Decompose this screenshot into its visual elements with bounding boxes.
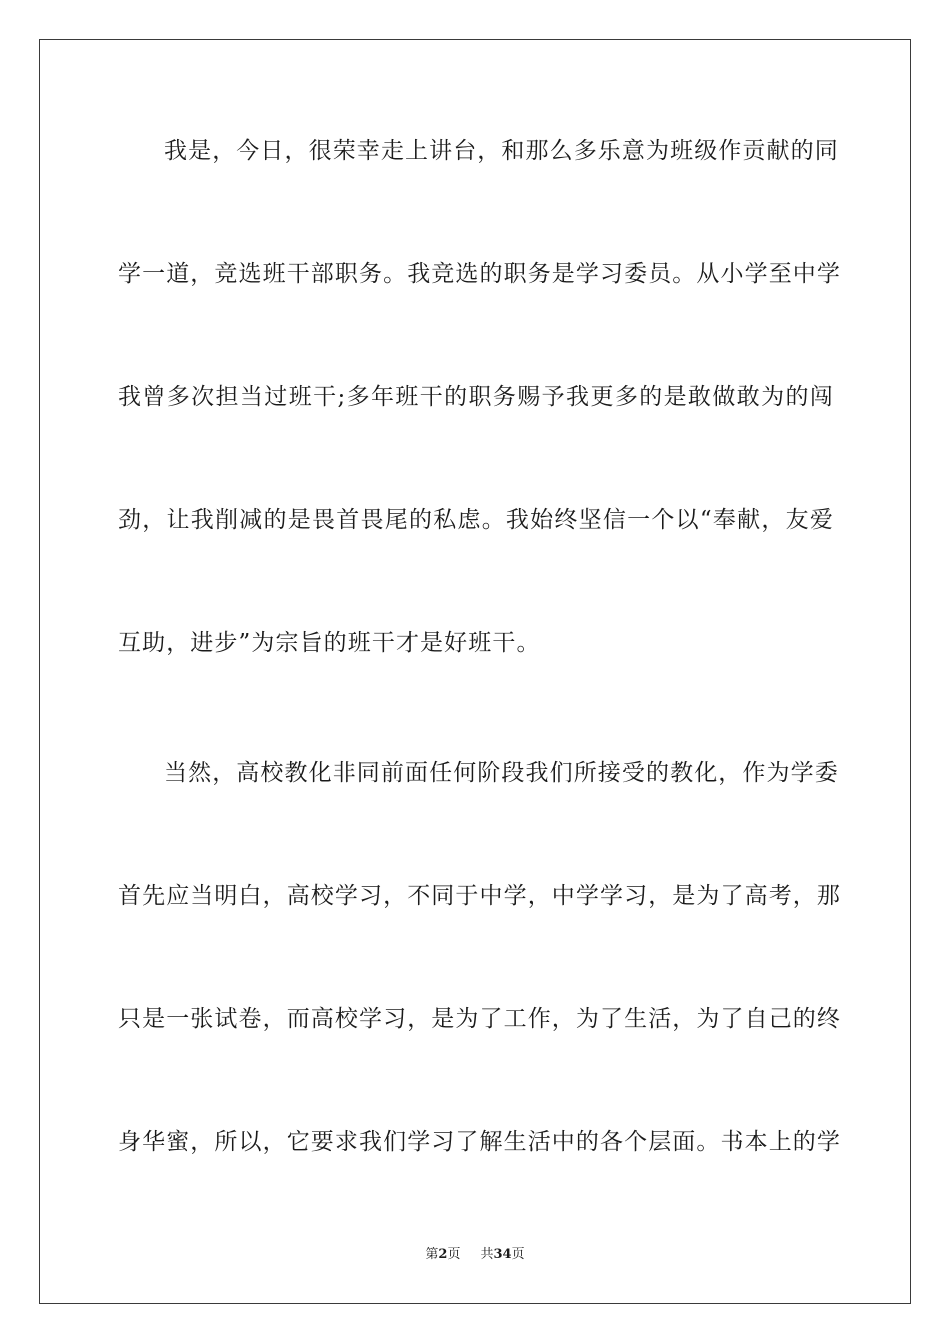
total-pages: 34: [493, 1247, 512, 1262]
total-suffix: 页: [511, 1247, 525, 1262]
text-line-5: 互助，进步”为宗旨的班干才是好班干。: [118, 630, 541, 656]
text-line-9: 身华蜜，所以，它要求我们学习了解生活中的各个层面。书本上的学: [118, 1129, 841, 1155]
text-line-8: 只是一张试卷，而高校学习，是为了工作，为了生活，为了自己的终: [118, 1006, 841, 1032]
total-prefix: 共: [480, 1247, 494, 1262]
page-prefix: 第: [425, 1247, 439, 1262]
page-border: [39, 39, 911, 1304]
text-line-1: 我是，今日，很荣幸走上讲台，和那么多乐意为班级作贡献的同: [164, 138, 839, 164]
page-footer: [0, 1246, 950, 1264]
text-line-3: 我曾多次担当过班干;多年班干的职务赐予我更多的是敢做敢为的闯: [118, 384, 834, 410]
page-suffix: 页: [447, 1247, 461, 1262]
page-number: 2: [438, 1247, 448, 1262]
text-line-2: 学一道，竞选班干部职务。我竞选的职务是学习委员。从小学至中学: [118, 261, 841, 287]
text-line-6: 当然，高校教化非同前面任何阶段我们所接受的教化，作为学委: [164, 760, 839, 786]
text-line-7: 首先应当明白，高校学习，不同于中学，中学学习，是为了高考，那: [118, 883, 841, 909]
text-line-4: 劲，让我削减的是畏首畏尾的私虑。我始终坚信一个以“奉献，友爱: [118, 507, 834, 533]
